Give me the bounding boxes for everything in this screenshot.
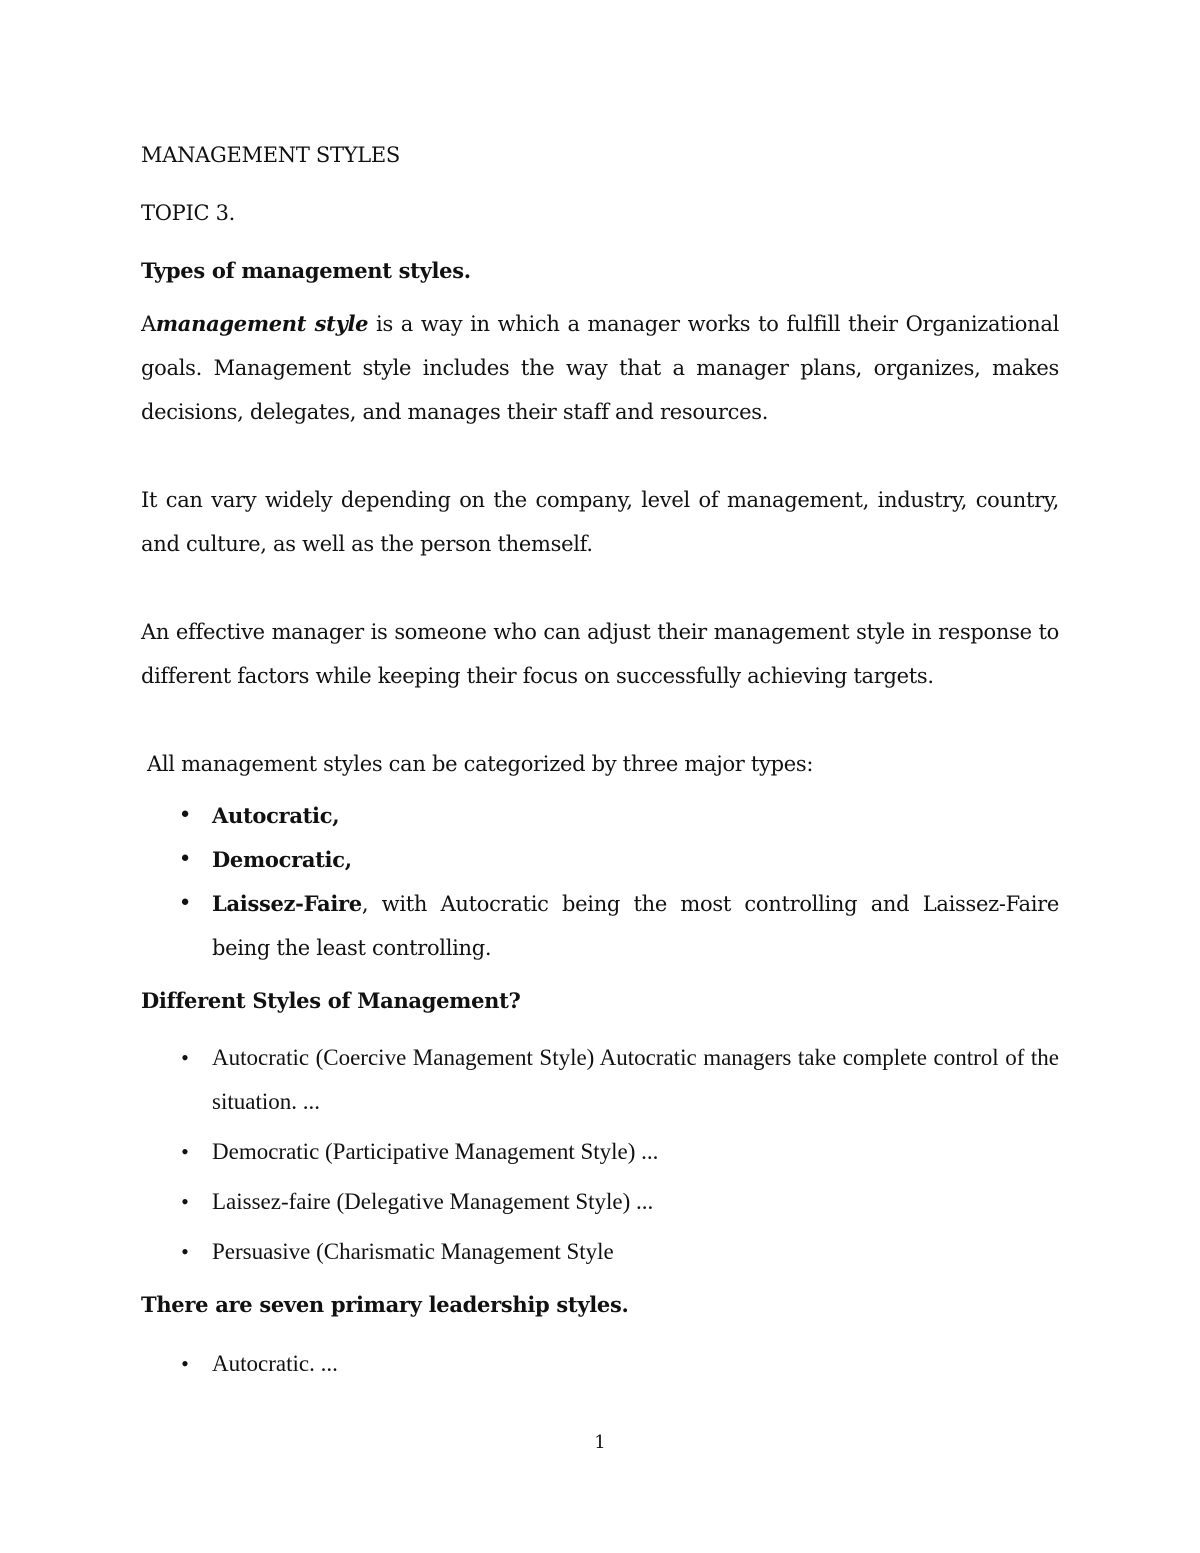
definition-paragraph xyxy=(141,302,1059,434)
major-type-label: Autocratic, xyxy=(212,803,340,828)
bullet-icon: • xyxy=(178,803,192,828)
major-type-rest: , with Autocratic being the most controlling and Laissez-Faire being the least controlling. xyxy=(212,892,1059,960)
bullet-icon: • xyxy=(181,1239,189,1264)
bullet-icon: • xyxy=(181,1139,189,1164)
bullet-icon: • xyxy=(178,847,192,872)
list-item xyxy=(141,1230,1059,1274)
list-item xyxy=(141,1342,1059,1386)
different-styles-list xyxy=(141,1036,1059,1274)
leadership-style-text: Autocratic. ... xyxy=(212,1351,338,1376)
effective-manager-paragraph: An effective manager is someone who can adjust their management style in response to different factors while keeping their focus on successfully achieving targets. xyxy=(141,620,1059,688)
bullet-icon: • xyxy=(181,1045,189,1070)
list-item xyxy=(141,838,1059,882)
definition-term: management style xyxy=(155,311,369,336)
leadership-heading: There are seven primary leadership styles. xyxy=(141,1292,629,1317)
list-item xyxy=(141,1036,1059,1124)
list-item xyxy=(141,882,1059,970)
major-types-list xyxy=(141,794,1059,970)
page-number: 1 xyxy=(594,1432,606,1453)
style-text: Autocratic (Coercive Management Style) Autocratic managers take complete control of the situation. ... xyxy=(212,1045,1059,1114)
definition-prefix: A xyxy=(141,312,156,336)
types-heading: Types of management styles. xyxy=(141,258,471,283)
style-text: Democratic (Participative Management Style) ... xyxy=(212,1139,659,1164)
vary-paragraph: It can vary widely depending on the company, level of management, industry, country, and culture, as well as the person themself. xyxy=(141,488,1059,556)
categorized-intro: All management styles can be categorized by three major types: xyxy=(147,752,814,776)
list-item xyxy=(141,1130,1059,1174)
list-item xyxy=(141,794,1059,838)
major-type-label: Laissez-Faire xyxy=(212,891,362,916)
different-styles-heading: Different Styles of Management? xyxy=(141,988,521,1013)
definition-rest: is a way in which a manager works to fulfill their Organizational goals. Management style includes the way that a manager plans, organizes, makes decisions, delegates, and manages their staff and resources. xyxy=(141,312,1059,424)
bullet-icon: • xyxy=(181,1189,189,1214)
topic-label: TOPIC 3. xyxy=(141,201,236,225)
style-text: Persuasive (Charismatic Management Style xyxy=(212,1239,614,1264)
leadership-styles-list xyxy=(141,1342,1059,1386)
document-title: MANAGEMENT STYLES xyxy=(141,143,401,167)
list-item xyxy=(141,1180,1059,1224)
document-body xyxy=(141,140,1059,1386)
major-type-label: Democratic, xyxy=(212,847,352,872)
bullet-icon: • xyxy=(181,1351,189,1376)
bullet-icon: • xyxy=(178,891,192,916)
style-text: Laissez-faire (Delegative Management Style) ... xyxy=(212,1189,654,1214)
